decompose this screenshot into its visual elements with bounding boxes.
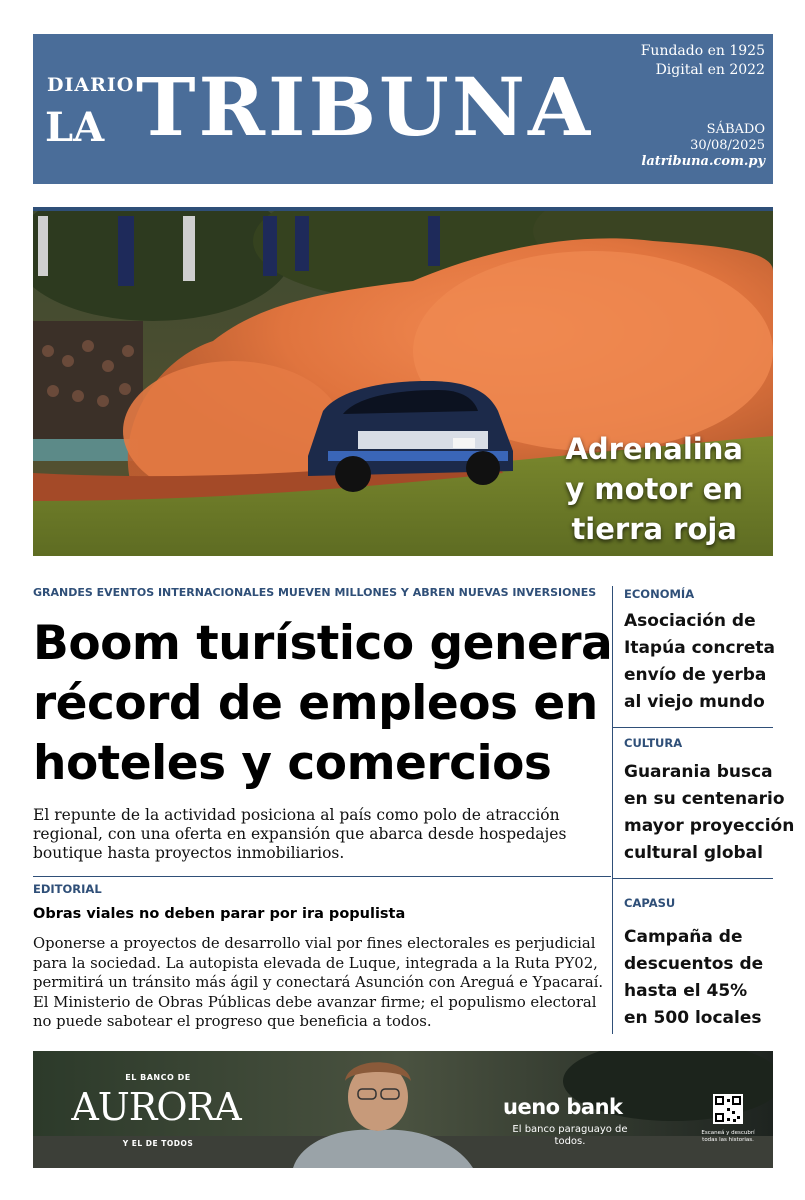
sidebar-title-line: envío de yerba bbox=[624, 665, 767, 685]
sidebar-title-line: mayor proyección bbox=[624, 816, 795, 836]
hero-photo[interactable] bbox=[33, 207, 773, 556]
headline-line: récord de empleos en bbox=[33, 676, 598, 731]
ueno-bank-logo: ueno bank bbox=[503, 1095, 623, 1119]
masthead bbox=[33, 34, 773, 184]
sidebar-section-cultura: CULTURA bbox=[624, 736, 683, 750]
founded-text: Fundado en 1925 bbox=[640, 43, 765, 59]
sidebar-title-line: hasta el 45% bbox=[624, 981, 748, 1001]
main-story-deck: El repunte de la actividad posiciona al país como polo de atracción regional, con una oferta en expansión que abarca desde hospedajes boutique hasta proyectos inmobiliarios. bbox=[33, 806, 567, 862]
sidebar-title-line: Guarania busca bbox=[624, 762, 773, 782]
digital-text: Digital en 2022 bbox=[655, 62, 765, 78]
sidebar-title-line: cultural global bbox=[624, 843, 763, 863]
ad-tagline-bottom: Y EL DE TODOS bbox=[122, 1139, 194, 1148]
issue-date: 30/08/2025 bbox=[690, 138, 765, 153]
editorial-body: Oponerse a proyectos de desarrollo vial por fines electorales es perjudicial para la sociedad. La autopista elevada de Luque, integrada a la Ruta PY02, permitirá un tránsito más ágil y conectará Asunción con Areguá e Ypacaraí. El Ministerio de Obras Públicas debe avanzar firme; el populismo electoral no puede sabotear el progreso que beneficia a todos. bbox=[33, 935, 604, 1030]
masthead-diario: DIARIO bbox=[47, 74, 135, 96]
bank-ad-banner[interactable] bbox=[33, 1051, 773, 1168]
editorial-label: EDITORIAL bbox=[33, 882, 102, 896]
site-url[interactable]: latribuna.com.py bbox=[641, 154, 765, 169]
sidebar-title-line: descuentos de bbox=[624, 954, 764, 974]
editorial-title[interactable]: Obras viales no deben parar por ira populista bbox=[33, 906, 406, 922]
sidebar-story-cultura[interactable] bbox=[624, 759, 795, 867]
ueno-bank-tagline: El banco paraguayo de todos. bbox=[512, 1124, 628, 1147]
sidebar-title-line: en su centenario bbox=[624, 789, 785, 809]
ad-tagline-top: EL BANCO DE bbox=[125, 1073, 191, 1082]
weekday: SÁBADO bbox=[706, 122, 765, 137]
hero-caption-line: tierra roja bbox=[571, 512, 737, 546]
masthead-la: LA bbox=[45, 104, 105, 151]
sidebar-divider-h bbox=[612, 878, 773, 879]
sidebar-title-line: en 500 locales bbox=[624, 1008, 762, 1028]
divider bbox=[33, 876, 611, 877]
sidebar-story-economia[interactable] bbox=[624, 608, 776, 716]
hero-caption-line: y motor en bbox=[565, 472, 743, 506]
headline-line: Boom turístico genera bbox=[33, 616, 613, 671]
sidebar-title-line: Asociación de bbox=[624, 611, 756, 631]
masthead-dateline bbox=[641, 122, 765, 170]
aurora-logo: AURORA bbox=[71, 1085, 241, 1129]
headline-line: hoteles y comercios bbox=[33, 736, 552, 791]
sidebar-title-line: al viejo mundo bbox=[624, 692, 765, 712]
hero-caption bbox=[565, 429, 743, 549]
sidebar-section-economia: ECONOMÍA bbox=[624, 587, 695, 601]
qr-code-icon[interactable] bbox=[713, 1094, 743, 1124]
masthead-founding bbox=[641, 42, 765, 80]
sidebar-section-capasu: CAPASU bbox=[624, 896, 676, 910]
sidebar-divider-h bbox=[612, 727, 773, 728]
main-headline[interactable] bbox=[33, 614, 613, 794]
sidebar-title-line: Itapúa concreta bbox=[624, 638, 776, 658]
main-story-kicker: GRANDES EVENTOS INTERNACIONALES MUEVEN MILLONES Y ABREN NUEVAS INVERSIONES bbox=[33, 586, 597, 599]
qr-caption: Escaneá y descubrí todas las historias. bbox=[701, 1130, 755, 1143]
sidebar-story-capasu[interactable] bbox=[624, 924, 776, 1032]
hero-caption-line: Adrenalina bbox=[565, 432, 743, 466]
masthead-title: TRIBUNA bbox=[136, 60, 594, 154]
sidebar-title-line: Campaña de bbox=[624, 927, 743, 947]
sidebar-divider bbox=[612, 586, 613, 1034]
